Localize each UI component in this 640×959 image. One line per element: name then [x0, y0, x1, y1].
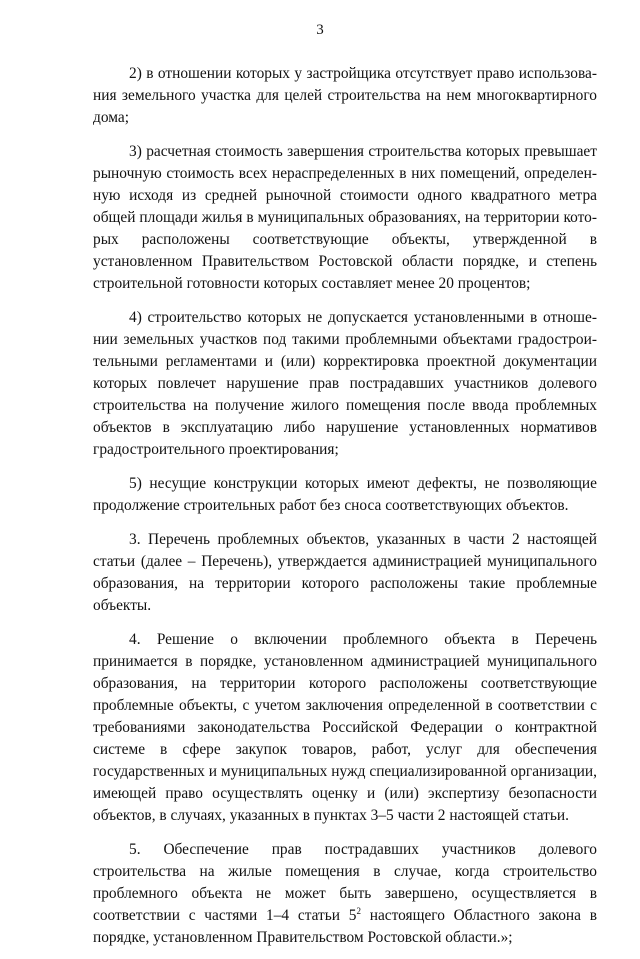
paragraph-section-5-text-start: 5. Обеспечение прав пострадавших участников долевого строительства на жилые помещения в случае, когда строительство проблемного объекта не может быть завершено, осуществляется в соответствии с частями 1–4 статьи 5: [93, 841, 597, 924]
paragraph-item-3: 3) расчетная стоимость завершения строительства которых превышает рыночную стоимость всех нераспределенных в них помещений, определенную исходя из средней рыночной стоимости одного квадратного метра общей площади жилья в муниципальных образованиях, на территории которых расположены соответствующие объекты, утвержденной в установленном Правительством Ростовской области порядке, и степень строительной готовности которых составляет менее 20 процентов;: [93, 143, 597, 292]
paragraph-section-3: 3. Перечень проблемных объектов, указанных в части 2 настоящей статьи (далее – Перечень), утверждается администрацией муниципального образования, на территории которого расположены такие проблемные объекты.: [93, 531, 597, 614]
paragraph-section-4: 4. Решение о включении проблемного объекта в Перечень принимается в порядке, установленном администрацией муниципального образования, на территории которого расположены соответствующие проблемные объекты, с учетом заключения определенной в соответствии с требованиями законодательства Российской Федерации о контрактной системе в сфере закупок товаров, работ, услуг для обеспечения государственных и муниципальных нужд специализированной организации, имеющей право осуществлять оценку и (или) экспертизу безопасности объектов, в случаях, указанных в пунктах 3–5 части 2 настоящей статьи.: [93, 631, 597, 824]
superscript-number: 2: [356, 906, 361, 916]
paragraph-item-2: 2) в отношении которых у застройщика отсутствует право использования земельного участка для целей строительства на нем многоквартирного дома;: [93, 65, 597, 126]
paragraph-section-5-text-end: настоящего Областного закона в порядке, установленном Правительством Ростовской области.»;: [93, 907, 598, 946]
paragraph-item-5: 5) несущие конструкции которых имеют дефекты, не позволяющие продолжение строительных работ без сноса соответствующих объектов.: [93, 475, 597, 514]
paragraph-section-5: [93, 839, 597, 949]
document-body: [93, 63, 597, 959]
paragraph-item-4: 4) строительство которых не допускается установленными в отношении земельных участков под такими проблемными объектами градостроительными регламентами и (или) корректировка проектной документации которых повлечет нарушение прав пострадавших участников долевого строительства на получение жилого помещения после ввода проблемных объектов в эксплуатацию либо нарушение установленных нормативов градостроительного проектирования;: [93, 309, 597, 458]
page-number: 3: [316, 22, 324, 38]
